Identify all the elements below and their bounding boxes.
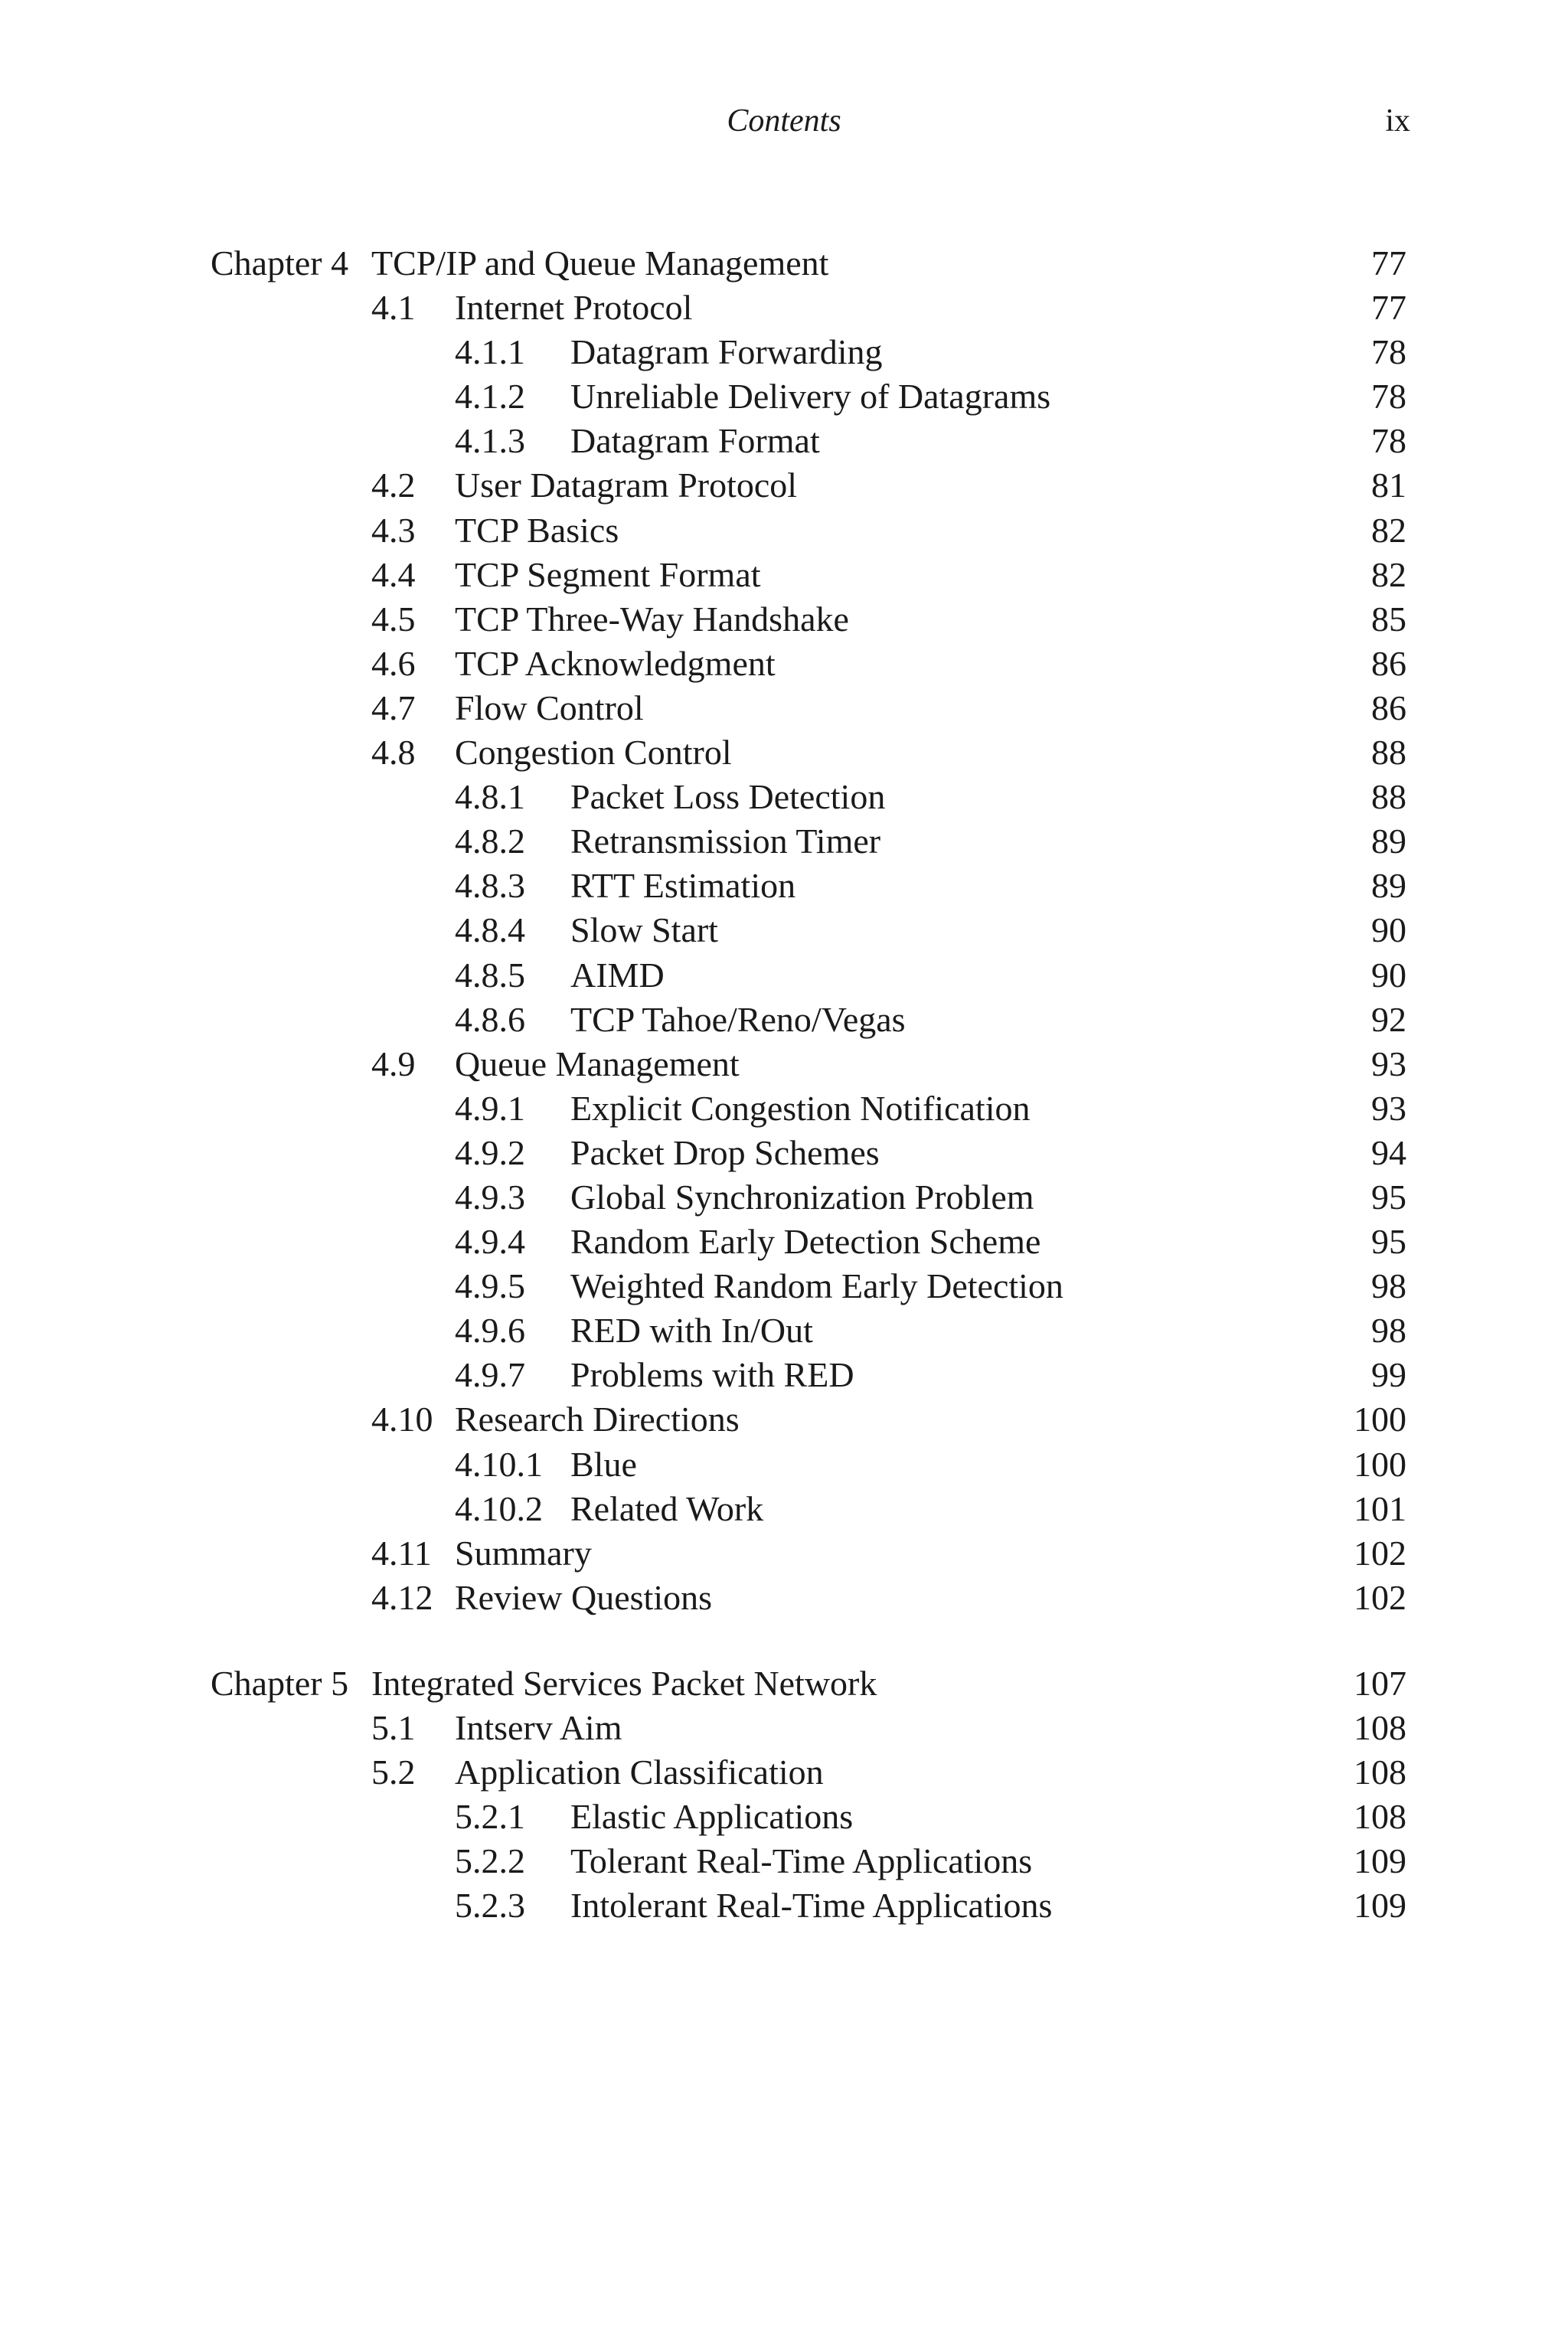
chapter-label: Chapter 5	[211, 1663, 349, 1703]
section-page-number: 99	[1371, 1355, 1406, 1395]
section-title: Blue	[570, 1444, 637, 1484]
section-page-number: 95	[1371, 1222, 1406, 1262]
toc-section-row[interactable]	[0, 597, 1568, 642]
toc-subsection-row[interactable]	[0, 1839, 1568, 1883]
toc-subsection-row[interactable]	[0, 1487, 1568, 1531]
toc-chapter-row[interactable]	[0, 241, 1568, 286]
section-title: Problems with RED	[570, 1355, 854, 1395]
chapter-title: Integrated Services Packet Network	[371, 1663, 877, 1703]
chapter-block	[0, 241, 1568, 1620]
section-number: 5.2.1	[455, 1797, 525, 1837]
running-head	[0, 98, 1568, 144]
section-page-number: 82	[1371, 510, 1406, 550]
section-number: 4.8.2	[455, 822, 525, 861]
section-number: 4.1.1	[455, 332, 525, 372]
section-page-number: 98	[1371, 1311, 1406, 1351]
section-page-number: 89	[1371, 822, 1406, 861]
section-number: 4.8.1	[455, 777, 525, 817]
chapter-title: TCP/IP and Queue Management	[371, 243, 829, 283]
section-number: 4.11	[371, 1533, 432, 1573]
section-title: Queue Management	[455, 1044, 740, 1083]
section-title: Internet Protocol	[455, 288, 693, 328]
toc-subsection-row[interactable]	[0, 908, 1568, 952]
section-number: 4.10.2	[455, 1488, 543, 1528]
section-page-number: 108	[1354, 1753, 1406, 1792]
section-number: 4.8	[371, 733, 416, 773]
section-title: RED with In/Out	[570, 1311, 813, 1351]
toc-subsection-row[interactable]	[0, 819, 1568, 864]
running-head-title: Contents	[727, 103, 841, 139]
section-title: AIMD	[570, 955, 665, 995]
section-number: 4.8.6	[455, 999, 525, 1039]
section-page-number: 90	[1371, 910, 1406, 950]
section-number: 4.1	[371, 288, 416, 328]
page-number: ix	[1385, 103, 1410, 139]
section-number: 4.8.4	[455, 910, 525, 950]
section-page-number: 93	[1371, 1044, 1406, 1083]
toc-section-row[interactable]	[0, 553, 1568, 597]
section-page-number: 78	[1371, 332, 1406, 372]
section-number: 4.1.2	[455, 377, 525, 416]
toc-chapter-row[interactable]	[0, 1661, 1568, 1706]
section-title: Datagram Format	[570, 421, 820, 461]
toc-section-row[interactable]	[0, 730, 1568, 775]
section-number: 4.9.4	[455, 1222, 525, 1262]
section-page-number: 102	[1354, 1533, 1406, 1573]
section-page-number: 94	[1371, 1132, 1406, 1172]
section-page-number: 89	[1371, 866, 1406, 906]
section-title: Elastic Applications	[570, 1797, 854, 1837]
section-title: Retransmission Timer	[570, 822, 881, 861]
section-title: Summary	[455, 1533, 592, 1573]
section-page-number: 86	[1371, 643, 1406, 683]
section-page-number: 78	[1371, 377, 1406, 416]
toc-subsection-row[interactable]	[0, 1175, 1568, 1220]
toc-subsection-row[interactable]	[0, 1308, 1568, 1353]
toc-subsection-row[interactable]	[0, 1131, 1568, 1175]
section-number: 4.9.6	[455, 1311, 525, 1351]
section-page-number: 88	[1371, 733, 1406, 773]
section-number: 4.9.5	[455, 1266, 525, 1306]
toc-section-row[interactable]	[0, 508, 1568, 553]
toc-subsection-row[interactable]	[0, 1264, 1568, 1308]
section-page-number: 109	[1354, 1841, 1406, 1881]
section-page-number: 86	[1371, 688, 1406, 727]
toc-subsection-row[interactable]	[0, 1883, 1568, 1928]
section-page-number: 100	[1354, 1444, 1406, 1484]
toc-section-row[interactable]	[0, 686, 1568, 730]
section-title: Packet Drop Schemes	[570, 1132, 880, 1172]
section-page-number: 88	[1371, 777, 1406, 817]
toc-section-row[interactable]	[0, 1531, 1568, 1576]
section-number: 4.9.7	[455, 1355, 525, 1395]
section-title: Related Work	[570, 1488, 764, 1528]
toc-subsection-row[interactable]	[0, 1086, 1568, 1131]
section-title: Flow Control	[455, 688, 644, 727]
toc-subsection-row[interactable]	[0, 1442, 1568, 1487]
section-number: 4.9.2	[455, 1132, 525, 1172]
section-number: 4.3	[371, 510, 416, 550]
section-page-number: 95	[1371, 1177, 1406, 1217]
section-title: User Datagram Protocol	[455, 466, 798, 505]
section-title: Global Synchronization Problem	[570, 1177, 1034, 1217]
section-number: 4.10.1	[455, 1444, 543, 1484]
section-number: 4.1.3	[455, 421, 525, 461]
section-page-number: 108	[1354, 1797, 1406, 1837]
section-title: TCP Basics	[455, 510, 619, 550]
section-page-number: 85	[1371, 599, 1406, 639]
toc-section-row[interactable]	[0, 1397, 1568, 1442]
section-page-number: 90	[1371, 955, 1406, 995]
chapter-page-number: 77	[1371, 243, 1406, 283]
section-number: 5.2.3	[455, 1886, 525, 1926]
toc-subsection-row[interactable]	[0, 374, 1568, 419]
toc-subsection-row[interactable]	[0, 775, 1568, 819]
toc-subsection-row[interactable]	[0, 1220, 1568, 1264]
section-number: 4.8.5	[455, 955, 525, 995]
toc-subsection-row[interactable]	[0, 330, 1568, 374]
section-page-number: 93	[1371, 1088, 1406, 1128]
section-page-number: 77	[1371, 288, 1406, 328]
toc-subsection-row[interactable]	[0, 998, 1568, 1042]
section-title: Explicit Congestion Notification	[570, 1088, 1031, 1128]
section-page-number: 92	[1371, 999, 1406, 1039]
section-title: TCP Acknowledgment	[455, 643, 776, 683]
toc-subsection-row[interactable]	[0, 1795, 1568, 1839]
section-title: Application Classification	[455, 1753, 824, 1792]
section-title: TCP Tahoe/Reno/Vegas	[570, 999, 906, 1039]
toc-subsection-row[interactable]	[0, 1353, 1568, 1397]
section-title: Slow Start	[570, 910, 718, 950]
section-number: 5.2.2	[455, 1841, 525, 1881]
section-number: 4.5	[371, 599, 416, 639]
section-number: 5.1	[371, 1708, 416, 1747]
chapter-label: Chapter 4	[211, 243, 349, 283]
chapter-block	[0, 1661, 1568, 1929]
section-page-number: 101	[1354, 1488, 1406, 1528]
section-page-number: 81	[1371, 466, 1406, 505]
section-title: Packet Loss Detection	[570, 777, 886, 817]
section-number: 4.7	[371, 688, 416, 727]
section-number: 4.6	[371, 643, 416, 683]
section-number: 4.9	[371, 1044, 416, 1083]
section-title: Random Early Detection Scheme	[570, 1222, 1041, 1262]
section-title: TCP Three-Way Handshake	[455, 599, 849, 639]
section-title: Intserv Aim	[455, 1708, 622, 1747]
toc-section-row[interactable]	[0, 1042, 1568, 1086]
toc-subsection-row[interactable]	[0, 864, 1568, 908]
section-page-number: 102	[1354, 1577, 1406, 1617]
section-title: Weighted Random Early Detection	[570, 1266, 1063, 1306]
toc-section-row[interactable]	[0, 463, 1568, 508]
section-page-number: 108	[1354, 1708, 1406, 1747]
toc-section-row[interactable]	[0, 286, 1568, 330]
section-page-number: 109	[1354, 1886, 1406, 1926]
toc-section-row[interactable]	[0, 1576, 1568, 1620]
toc-section-row[interactable]	[0, 1750, 1568, 1795]
section-title: RTT Estimation	[570, 866, 796, 906]
section-title: Intolerant Real-Time Applications	[570, 1886, 1053, 1926]
toc-subsection-row[interactable]	[0, 953, 1568, 998]
toc-section-row[interactable]	[0, 642, 1568, 686]
section-title: Datagram Forwarding	[570, 332, 883, 372]
toc-subsection-row[interactable]	[0, 419, 1568, 463]
section-number: 4.9.3	[455, 1177, 525, 1217]
section-page-number: 100	[1354, 1400, 1406, 1439]
chapter-page-number: 107	[1354, 1663, 1406, 1703]
toc-section-row[interactable]	[0, 1706, 1568, 1750]
section-title: TCP Segment Format	[455, 554, 761, 594]
section-number: 4.4	[371, 554, 416, 594]
section-title: Tolerant Real-Time Applications	[570, 1841, 1033, 1881]
section-number: 4.9.1	[455, 1088, 525, 1128]
section-number: 4.12	[371, 1577, 433, 1617]
table-of-contents	[0, 241, 1568, 1928]
section-page-number: 98	[1371, 1266, 1406, 1306]
section-number: 4.10	[371, 1400, 433, 1439]
section-number: 5.2	[371, 1753, 416, 1792]
section-page-number: 78	[1371, 421, 1406, 461]
section-number: 4.8.3	[455, 866, 525, 906]
section-title: Congestion Control	[455, 733, 732, 773]
section-title: Review Questions	[455, 1577, 713, 1617]
section-title: Unreliable Delivery of Datagrams	[570, 377, 1051, 416]
section-title: Research Directions	[455, 1400, 740, 1439]
section-page-number: 82	[1371, 554, 1406, 594]
section-number: 4.2	[371, 466, 416, 505]
